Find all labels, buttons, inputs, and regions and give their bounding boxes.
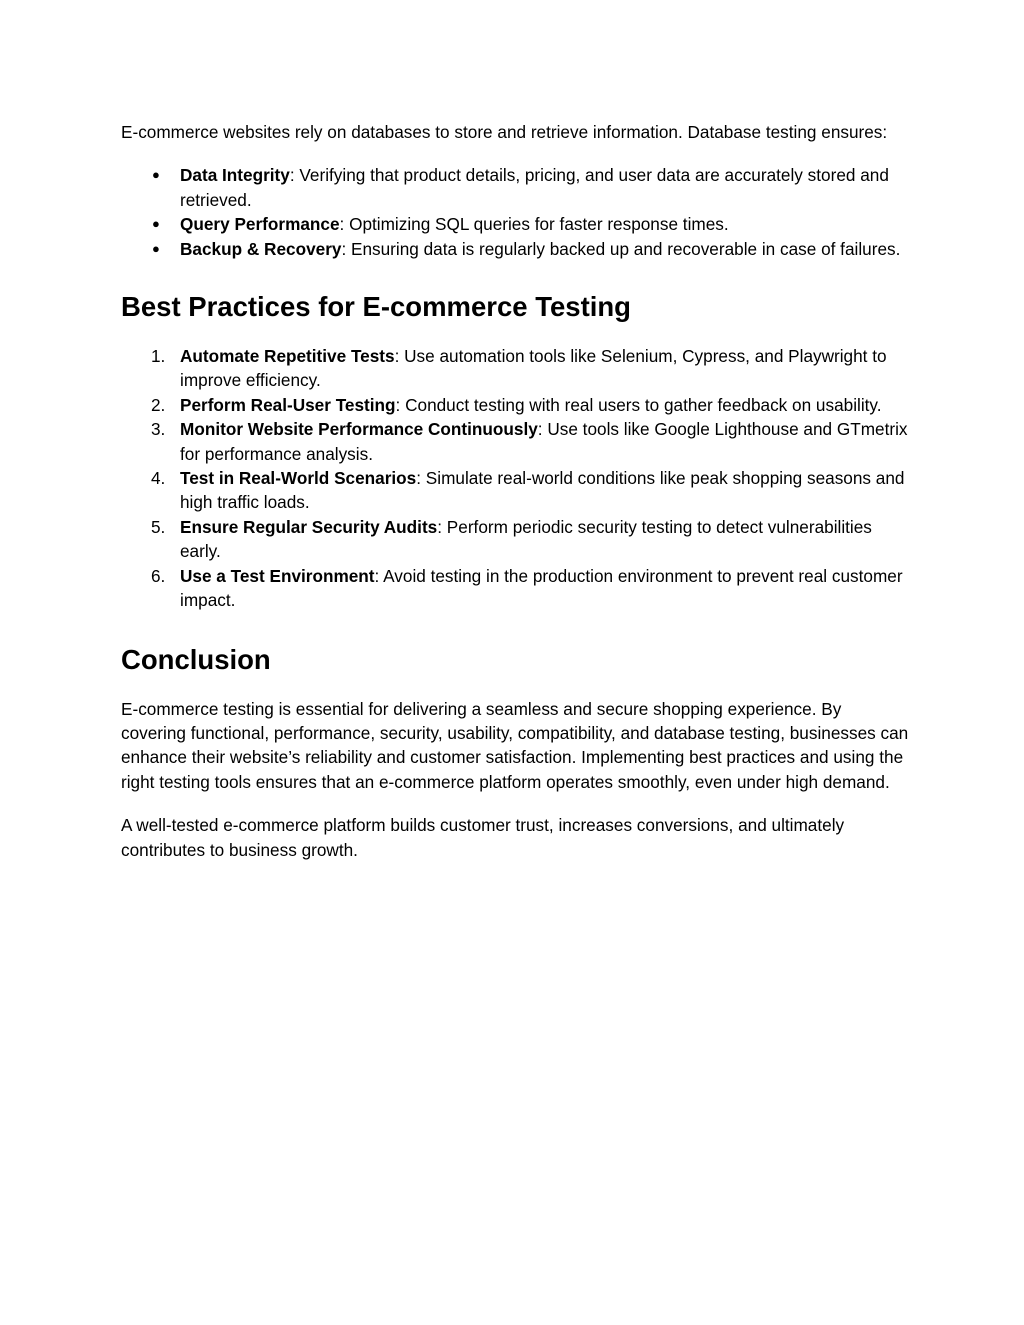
list-item-term: Monitor Website Performance Continuously bbox=[180, 419, 538, 440]
list-number: 6. bbox=[151, 565, 166, 586]
list-item bbox=[121, 466, 911, 515]
list-item-description: : Avoid testing in the production environment to prevent real customer impact. bbox=[180, 565, 903, 611]
list-item bbox=[121, 344, 911, 393]
conclusion-paragraph: E-commerce testing is essential for delivering a seamless and secure shopping experience. By covering functional, performance, security, usability, compatibility, and database testing, businesses can enhance their website’s reliability and customer satisfaction. Implementing best practices and using the right testing tools ensures that an e-commerce platform operates smoothly, even under high demand. bbox=[121, 698, 909, 792]
bullet-marker: ● bbox=[152, 240, 160, 256]
best-practices-list bbox=[121, 344, 911, 612]
conclusion-heading: Conclusion bbox=[121, 643, 271, 675]
list-item bbox=[121, 564, 911, 613]
list-item bbox=[121, 163, 911, 212]
best-practices-heading: Best Practices for E-commerce Testing bbox=[121, 291, 631, 323]
list-number: 1. bbox=[151, 346, 166, 367]
bullet-marker: ● bbox=[152, 216, 160, 232]
conclusion-paragraph: A well-tested e-commerce platform builds customer trust, increases conversions, and ultimately contributes to business growth. bbox=[121, 815, 845, 860]
list-item bbox=[121, 515, 911, 564]
list-item-description: : Use tools like Google Lighthouse and GTmetrix for performance analysis. bbox=[180, 419, 908, 464]
list-item-term: Backup & Recovery bbox=[180, 238, 342, 259]
database-testing-list bbox=[121, 163, 911, 261]
list-item-description: : Conduct testing with real users to gather feedback on usability. bbox=[395, 394, 882, 415]
list-item-term: Test in Real-World Scenarios bbox=[180, 468, 417, 489]
list-item-term: Use a Test Environment bbox=[180, 565, 375, 586]
list-item-term: Data Integrity bbox=[180, 165, 290, 186]
list-number: 3. bbox=[151, 419, 166, 440]
list-item bbox=[121, 417, 911, 466]
list-item-term: Perform Real-User Testing bbox=[180, 394, 396, 415]
list-item-description: : Perform periodic security testing to detect vulnerabilities early. bbox=[180, 516, 872, 562]
list-item bbox=[121, 212, 911, 236]
list-item-term: Ensure Regular Security Audits bbox=[180, 516, 438, 537]
list-number: 4. bbox=[151, 468, 166, 489]
list-item-term: Automate Repetitive Tests bbox=[180, 346, 395, 367]
list-item-description: : Verifying that product details, pricing, and user data are accurately stored and retrieved. bbox=[180, 165, 889, 210]
list-item bbox=[121, 393, 911, 417]
bullet-marker: ● bbox=[152, 167, 160, 183]
list-item-description: : Use automation tools like Selenium, Cypress, and Playwright to improve efficiency. bbox=[180, 346, 887, 391]
list-item bbox=[121, 237, 911, 261]
list-item-description: : Simulate real-world conditions like peak shopping seasons and high traffic loads. bbox=[180, 468, 905, 513]
list-number: 5. bbox=[151, 516, 166, 537]
list-number: 2. bbox=[151, 394, 166, 415]
list-item-description: : Optimizing SQL queries for faster response times. bbox=[339, 214, 729, 235]
list-item-description: : Ensuring data is regularly backed up and recoverable in case of failures. bbox=[341, 238, 901, 259]
intro-paragraph: E-commerce websites rely on databases to store and retrieve information. Database testing ensures: bbox=[121, 122, 888, 142]
list-item-term: Query Performance bbox=[180, 214, 340, 235]
document-page bbox=[121, 120, 911, 862]
